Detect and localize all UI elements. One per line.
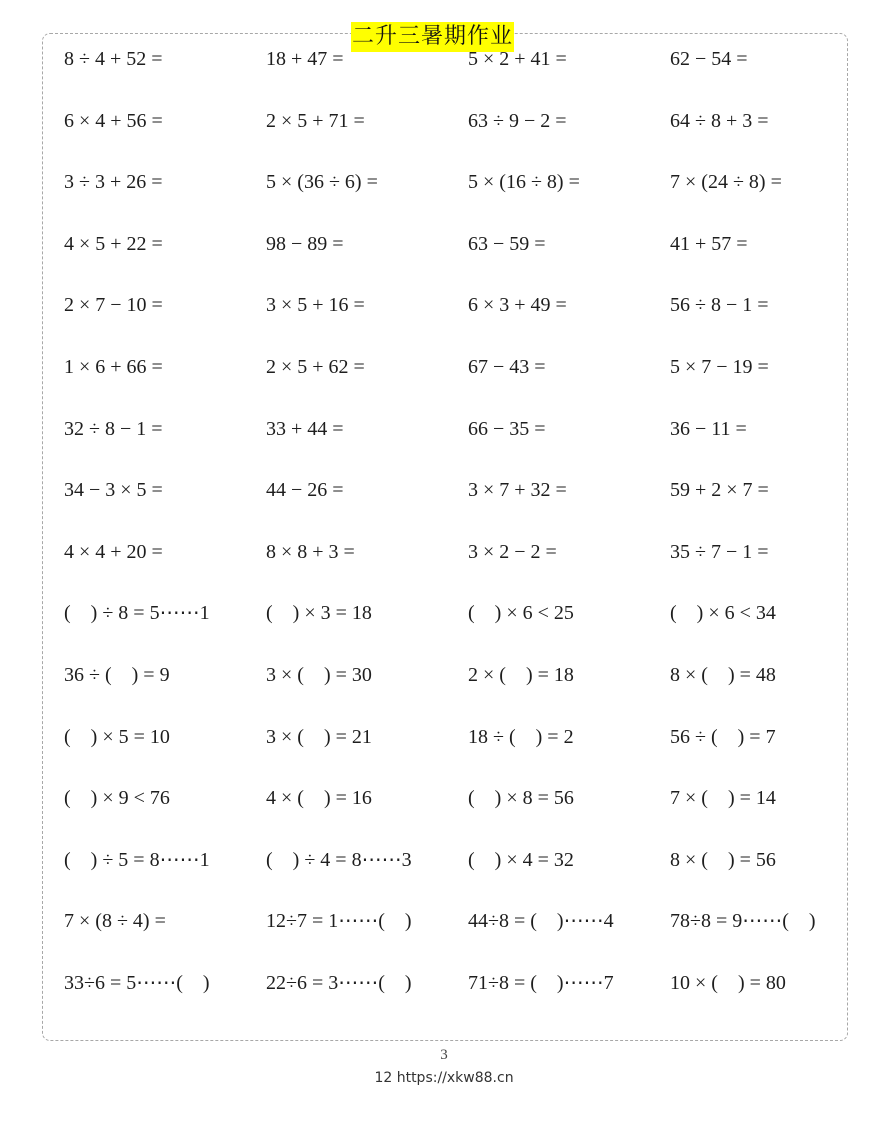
math-problem: 4 × 5 + 22 = xyxy=(64,232,163,255)
math-problem: 44÷8 = ( )⋯⋯4 xyxy=(468,910,614,933)
math-problem: 63 ÷ 9 − 2 = xyxy=(468,109,567,132)
problem-row xyxy=(64,44,854,106)
problem-row xyxy=(64,290,854,352)
math-problem: 98 − 89 = xyxy=(266,232,344,255)
problem-row xyxy=(64,722,854,784)
worksheet-title: 二升三暑期作业 xyxy=(351,22,514,52)
math-problem: ( ) × 4 = 32 xyxy=(468,848,574,871)
math-problem: 7 × (24 ÷ 8) = xyxy=(670,171,782,194)
math-problem: ( ) × 6 < 34 xyxy=(670,602,776,625)
problem-grid xyxy=(64,44,854,1030)
math-problem: ( ) × 6 < 25 xyxy=(468,602,574,625)
math-problem: 18 ÷ ( ) = 2 xyxy=(468,725,574,748)
math-problem: 63 − 59 = xyxy=(468,232,546,255)
math-problem: 2 × 5 + 62 = xyxy=(266,355,365,378)
math-problem: 36 ÷ ( ) = 9 xyxy=(64,663,170,686)
math-problem: 3 × 2 − 2 = xyxy=(468,540,557,563)
math-problem: 22÷6 = 3⋯⋯( ) xyxy=(266,971,412,994)
math-problem: 62 − 54 = xyxy=(670,48,748,70)
math-problem: 7 × (8 ÷ 4) = xyxy=(64,910,166,933)
math-problem: 71÷8 = ( )⋯⋯7 xyxy=(468,971,614,994)
math-problem: 6 × 4 + 56 = xyxy=(64,109,163,132)
math-problem: 3 ÷ 3 + 26 = xyxy=(64,171,163,194)
math-problem: 56 ÷ ( ) = 7 xyxy=(670,725,776,748)
problem-row xyxy=(64,660,854,722)
problem-row xyxy=(64,167,854,229)
math-problem: ( ) ÷ 8 = 5⋯⋯1 xyxy=(64,602,210,625)
math-problem: 4 × 4 + 20 = xyxy=(64,540,163,563)
math-problem: 66 − 35 = xyxy=(468,417,546,440)
problem-row xyxy=(64,229,854,291)
math-problem: ( ) × 8 = 56 xyxy=(468,787,574,810)
problem-row xyxy=(64,845,854,907)
math-problem: 3 × ( ) = 21 xyxy=(266,725,372,748)
problem-row xyxy=(64,906,854,968)
math-problem: 1 × 6 + 66 = xyxy=(64,355,163,378)
math-problem: 10 × ( ) = 80 xyxy=(670,971,786,994)
math-problem: 44 − 26 = xyxy=(266,479,344,502)
math-problem: 4 × ( ) = 16 xyxy=(266,787,372,810)
math-problem: 5 × 7 − 19 = xyxy=(670,355,769,378)
problem-row xyxy=(64,352,854,414)
math-problem: 2 × 5 + 71 = xyxy=(266,109,365,132)
math-problem: 12÷7 = 1⋯⋯( ) xyxy=(266,910,412,933)
math-problem: 8 × 8 + 3 = xyxy=(266,540,355,563)
math-problem: 33÷6 = 5⋯⋯( ) xyxy=(64,971,210,994)
math-problem: 18 + 47 = xyxy=(266,48,344,70)
math-problem: 8 × ( ) = 56 xyxy=(670,848,776,871)
math-problem: 2 × 7 − 10 = xyxy=(64,294,163,317)
math-problem: 5 × 2 + 41 = xyxy=(468,48,567,70)
math-problem: 3 × 5 + 16 = xyxy=(266,294,365,317)
problem-row xyxy=(64,783,854,845)
math-problem: 64 ÷ 8 + 3 = xyxy=(670,109,769,132)
math-problem: 34 − 3 × 5 = xyxy=(64,479,163,502)
math-problem: 33 + 44 = xyxy=(266,417,344,440)
math-problem: 7 × ( ) = 14 xyxy=(670,787,776,810)
math-problem: ( ) × 9 < 76 xyxy=(64,787,170,810)
page-number: 3 xyxy=(440,1047,448,1063)
math-problem: 5 × (16 ÷ 8) = xyxy=(468,171,580,194)
problem-row xyxy=(64,414,854,476)
problem-row xyxy=(64,598,854,660)
math-problem: ( ) ÷ 4 = 8⋯⋯3 xyxy=(266,848,412,871)
math-problem: 5 × (36 ÷ 6) = xyxy=(266,171,378,194)
math-problem: 35 ÷ 7 − 1 = xyxy=(670,540,769,563)
problem-row xyxy=(64,106,854,168)
math-problem: 32 ÷ 8 − 1 = xyxy=(64,417,163,440)
math-problem: 78÷8 = 9⋯⋯( ) xyxy=(670,910,816,933)
problem-row xyxy=(64,968,854,1030)
math-problem: 59 + 2 × 7 = xyxy=(670,479,769,502)
math-problem: ( ) × 5 = 10 xyxy=(64,725,170,748)
math-problem: 3 × ( ) = 30 xyxy=(266,663,372,686)
footer-url: 12 https://xkw88.cn xyxy=(374,1070,514,1086)
math-problem: 67 − 43 = xyxy=(468,355,546,378)
math-problem: 8 × ( ) = 48 xyxy=(670,663,776,686)
problem-row xyxy=(64,537,854,599)
math-problem: ( ) × 3 = 18 xyxy=(266,602,372,625)
math-problem: 6 × 3 + 49 = xyxy=(468,294,567,317)
math-problem: 41 + 57 = xyxy=(670,232,748,255)
math-problem: 8 ÷ 4 + 52 = xyxy=(64,48,163,70)
problem-row xyxy=(64,475,854,537)
math-problem: ( ) ÷ 5 = 8⋯⋯1 xyxy=(64,848,210,871)
math-problem: 2 × ( ) = 18 xyxy=(468,663,574,686)
math-problem: 56 ÷ 8 − 1 = xyxy=(670,294,769,317)
math-problem: 36 − 11 = xyxy=(670,417,747,440)
math-problem: 3 × 7 + 32 = xyxy=(468,479,567,502)
